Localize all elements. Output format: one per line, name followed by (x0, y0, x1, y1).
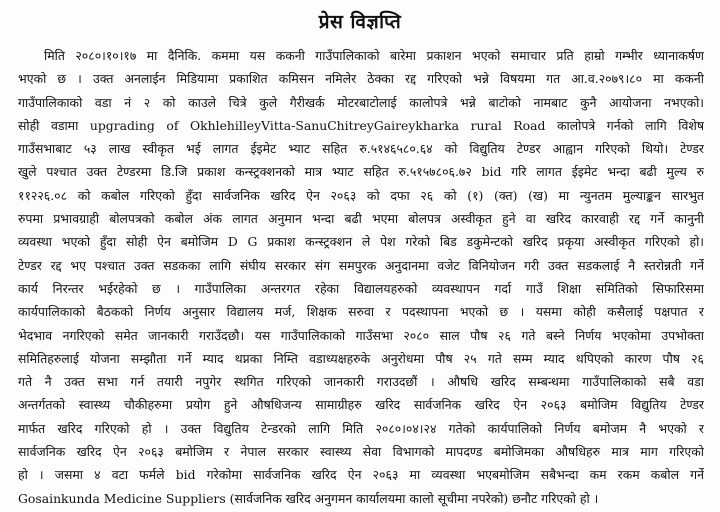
body-line: रुपमा प्रभावग्राही बोलपत्रको कबोल अंक लागत अनुमान भन्दा बढी भएमा बोलपत्र अस्वीकृत हुने वा खरिद कारवाही रद्द गर्ने कानुनी (18, 211, 704, 227)
body-line: भेदभाव नगरिएको समेत जानकारी गराउँदछौ। यस गाउँपालिकाको गाउँसभा २०८० साल पौष २६ गते बस्ने निर्णय भएकोमा उपभोक्ता (18, 327, 704, 343)
body-line: गाउँसभाबाट ५३ लाख स्वीकृत भई लागत ईइमेट भ्याट सहित रु.५१४६५८०.६४ को विद्युतिय टेण्डर आह्वान गरिएको थियो। टेण्डर (18, 141, 704, 157)
body-line: टेण्डर रद्द भए पश्चात उक्त सडकका लागि संघीय सरकार संग समपुरक अनुदानमा वजेट विनियोजन गरी उक्त सडकलाई नै स्तरोन्नती गर्ने (18, 257, 704, 273)
body-line: ११२२६.०८ को कबोल गरिएको हुँदा सार्वजनिक खरिद ऐन २०६३ को दफा २६ को (१) (क्त) (ख) मा न्युनतम मुल्याङ्कन सारभुत (18, 187, 704, 203)
body-line: कार्य निरन्तर भईरहेको छ । गाउँपालिका अन्तरगत रहेका विद्यालयहरुको व्यवस्थापन गर्दा गाउँ शिक्षा समितिको सिफारिसमा (18, 280, 704, 296)
body-line: समितिहरुलाई योजना सम्झौता गर्ने म्याद थप्नका निम्ति वडाध्यक्षहरुके अनुरोधमा पौष २५ गते सम्म म्याद थपिएको कारण पौष २६ (18, 350, 704, 366)
body-line: सोही वडामा upgrading of OkhlehilleyVitta-SanuChitreyGaireykharka rural Road कालोपत्रे गर्नको लागि विशेष (18, 117, 704, 133)
body-line: कार्यपालिकाको बैठकको निर्णय अनुसार विद्यालय मर्ज, शिक्षक सरुवा र पदस्थापना भएको छ । यसमा कोही कसैलाई पक्षपात र (18, 304, 704, 320)
body-line: अन्तर्गतको स्वास्थ्य चौकीहरुमा प्रयोग हुने औषधिजन्य सामाग्रीहरु खरिद सार्वजनिक खरिद ऐन २०६३ बमोजिम विद्युतिय टेण्डर (18, 397, 704, 413)
body-line: गते नै उक्त सभा गर्न तयारी नपुगेर स्थगित गरिएको जानकारी गराउदछौं । औषधि खरिद सम्बन्धमा गाउँपालिकाको सबै वडा (18, 374, 704, 390)
body-line: मिति २०८०।१०।१७ मा दैनिकि. कममा यस ककनी गाउँपालिकाको बारेमा प्रकाशन भएको समाचार प्रति हाम्रो गम्भीर ध्यानाकर्षण (44, 48, 704, 63)
document-title: प्रेस विज्ञप्ति (318, 11, 402, 33)
body-line: भएको छ । उक्त अनलाईन मिडियामा प्रकाशित कमिसन नमिलेर ठेक्का रद्द गरिएको भन्ने विषयमा गत आ.व.२०७९।८० मा ककनी (18, 71, 704, 87)
body-line: हो । जसमा ४ वटा फर्मले bid गरेकोमा सार्वजनिक खरिद ऐन २०६३ मा व्यवस्था भएबमोजिम सबैभन्दा कम रकम कबोल गर्ने (18, 467, 704, 483)
body-line: सार्वजनिक खरिद ऐन २०६३ बमोजिम र नेपाल सरकार स्वास्थ्य सेवा विभागको मापदण्ड बमोजिमका औषधिहरु मात्र माग गरिएको (18, 444, 704, 460)
body-line: मार्फत खरिद गरिएको हो । उक्त विद्युतिय टेन्डरको लागि मिति २०८०।०४।२४ गतेको कार्यपालिको निर्णय बमोजम नै भएको र (18, 420, 704, 436)
document-body (18, 44, 704, 510)
body-line: व्यवस्था भएको हुँदा सोही ऐन बमोजिम D G प्रकाश कन्स्ट्रक्शन ले पेश गरेको बिड डकुमेन्टको खरिद प्रकृया अस्वीकृत गरिएको हो। (18, 234, 704, 250)
body-line: गाउँपालिकाको वडा नं २ को काउले चित्रे कुले गैरीखर्क मोटरबाटोलाई कालोपत्रे भन्ने बाटोको नामबाट कुनै आयोजना नभएको। (18, 94, 704, 110)
body-line: खुले पश्चात उक्त टेण्डरमा डि.जि प्रकाश कन्स्ट्रक्शनको मात्र भ्याट सहित रु.५१५७८०६.७२ bid गरि लागत ईइमेट भन्दा बढी मुल्य रु (18, 164, 704, 180)
body-line: Gosainkunda Medicine Suppliers (सार्वजनिक खरिद अनुगमन कार्यालयमा कालो सूचीमा नपरेको) छनौट गरिएको हो । (18, 490, 599, 506)
